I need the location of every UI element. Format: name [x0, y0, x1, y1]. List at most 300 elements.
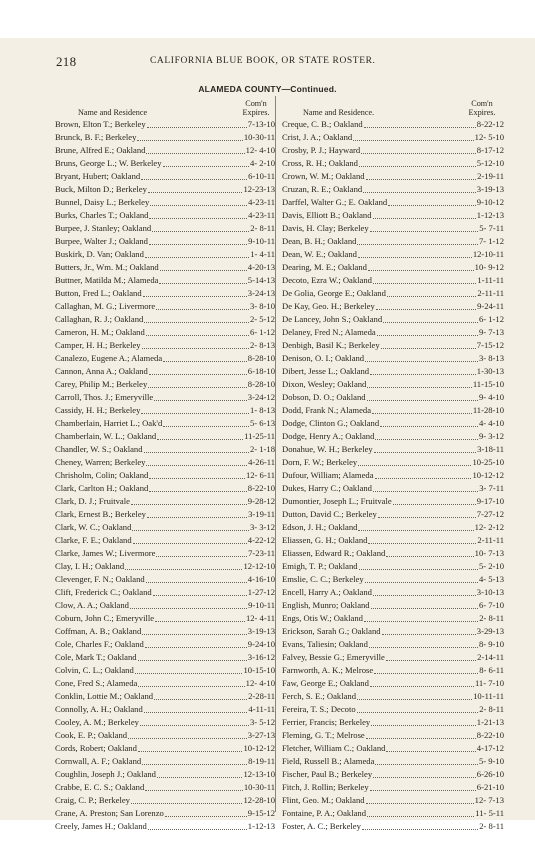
- entry-expiry-date: 4-23-11: [248, 210, 275, 220]
- roster-entry: [282, 573, 504, 586]
- right-date-header-line1: Com'n: [471, 99, 493, 108]
- entry-expiry-date: 9-15-12: [247, 808, 275, 818]
- roster-entry: [282, 586, 504, 599]
- roster-entry: [282, 482, 504, 495]
- entry-expiry-date: 2- 8-11: [479, 704, 504, 714]
- dot-leader: [370, 677, 474, 687]
- entry-name: Faw, George E.; Oakland: [282, 678, 369, 688]
- dot-leader: [147, 508, 247, 518]
- roster-entry: [55, 170, 275, 183]
- dot-leader: [142, 625, 247, 635]
- entry-name: De Lancey, John S.; Oakland: [282, 314, 383, 324]
- dot-leader: [153, 586, 247, 596]
- dot-leader: [365, 352, 478, 362]
- entry-name: Delaney, Fred N.; Alameda: [282, 327, 376, 337]
- entry-expiry-date: 1- 8-13: [249, 405, 275, 415]
- roster-entry: [282, 508, 504, 521]
- entry-expiry-date: 7-27-12: [476, 509, 504, 519]
- dot-leader: [144, 313, 249, 323]
- roster-entry: [282, 131, 504, 144]
- dot-leader: [163, 157, 249, 167]
- entry-expiry-date: 6-21-10: [476, 782, 504, 792]
- entry-expiry-date: 5- 2-10: [478, 561, 504, 571]
- entry-expiry-date: 2- 8-11: [250, 223, 275, 233]
- dot-leader: [146, 326, 249, 336]
- roster-entry: [282, 781, 504, 794]
- roster-entry: [55, 378, 275, 391]
- dot-leader: [370, 365, 476, 375]
- roster-entry: [282, 404, 504, 417]
- entry-name: Cameron, H. M.; Oakland: [55, 327, 145, 337]
- entry-name: Dibert, Jesse L.; Oakland: [282, 366, 370, 376]
- dot-leader: [143, 287, 247, 297]
- entry-name: Denison, O. I.; Oakland: [282, 353, 365, 363]
- roster-entry: [55, 651, 275, 664]
- dot-leader: [386, 547, 473, 557]
- roster-entry: [282, 300, 504, 313]
- entry-name: Cole, Mark T.; Oakland: [55, 652, 137, 662]
- entry-name: Craig, C. P.; Berkeley: [55, 795, 130, 805]
- entry-name: Eliassen, G. H.; Oakland: [282, 535, 368, 545]
- dot-leader: [137, 131, 242, 141]
- dot-leader: [142, 339, 249, 349]
- entry-name: Dumontier, Joseph L.; Fruitvale: [282, 496, 392, 506]
- dot-leader: [386, 742, 475, 752]
- entry-expiry-date: 4-26-11: [248, 457, 275, 467]
- dot-leader: [131, 495, 247, 505]
- entry-name: Darffel, Walter G.; E. Oakland: [282, 197, 388, 207]
- roster-entry: [282, 521, 504, 534]
- entry-expiry-date: 2- 8-11: [479, 821, 504, 831]
- entry-expiry-date: 12-12-10: [243, 561, 275, 571]
- dot-leader: [125, 560, 242, 570]
- entry-name: Fontaine, P. A.; Oakland: [282, 808, 367, 818]
- entry-name: Dean, B. H.; Oakland: [282, 236, 357, 246]
- entry-name: English, Munro; Oakland: [282, 600, 370, 610]
- entry-expiry-date: 3-10-13: [476, 587, 504, 597]
- entry-expiry-date: 7- 1-12: [478, 236, 504, 246]
- entry-name: Cruzan, R. E.; Oakland: [282, 184, 363, 194]
- roster-entry: [55, 339, 275, 352]
- left-date-header-line1: Com'n: [245, 99, 267, 108]
- dot-leader: [163, 352, 247, 362]
- dot-leader: [154, 690, 247, 700]
- entry-name: Cook, E. P.; Oakland: [55, 730, 128, 740]
- entry-expiry-date: 7-23-11: [248, 548, 275, 558]
- entry-expiry-date: 4-11-11: [248, 704, 275, 714]
- entry-expiry-date: 12- 6-11: [245, 470, 275, 480]
- entry-expiry-date: 4- 5-13: [478, 574, 504, 584]
- dot-leader: [375, 755, 478, 765]
- entry-name: Creque, C. B.; Oakland: [282, 119, 363, 129]
- entry-expiry-date: 11- 7-10: [474, 678, 504, 688]
- entry-expiry-date: 2-14-11: [477, 652, 504, 662]
- entry-name: Fereira, T. S.; Decoto: [282, 704, 356, 714]
- entry-expiry-date: 2- 1-18: [249, 444, 275, 454]
- entry-expiry-date: 2-19-11: [477, 171, 504, 181]
- roster-entry: [55, 638, 275, 651]
- entry-expiry-date: 9-10-12: [476, 197, 504, 207]
- entry-expiry-date: 8-22-10: [247, 483, 275, 493]
- dot-leader: [157, 430, 243, 440]
- entry-expiry-date: 1-30-13: [476, 366, 504, 376]
- roster-entry: [55, 131, 275, 144]
- dot-leader: [367, 807, 474, 817]
- dot-leader: [149, 365, 247, 375]
- roster-entry: [55, 612, 275, 625]
- entry-expiry-date: 8-17-12: [476, 145, 504, 155]
- dot-leader: [358, 521, 473, 531]
- roster-entry: [282, 196, 504, 209]
- entry-expiry-date: 3- 7-11: [479, 483, 504, 493]
- entry-name: Burks, Charles T.; Oakland: [55, 210, 149, 220]
- entry-expiry-date: 4-17-12: [476, 743, 504, 753]
- entry-name: Denbigh, Basil K.; Berkeley: [282, 340, 380, 350]
- dot-leader: [152, 222, 249, 232]
- roster-entry: [55, 560, 275, 573]
- roster-entry: [55, 417, 275, 430]
- entry-expiry-date: 8-28-10: [247, 353, 275, 363]
- entry-name: Colvin, C. L.; Oakland: [55, 665, 134, 675]
- roster-entry: [55, 768, 275, 781]
- dot-leader: [382, 625, 476, 635]
- entry-expiry-date: 12- 5-10: [474, 132, 504, 142]
- entry-expiry-date: 4-20-13: [247, 262, 275, 272]
- roster-entry: [282, 326, 504, 339]
- entry-name: Falvey, Bessie G.; Emeryville: [282, 652, 385, 662]
- dot-leader: [165, 807, 247, 817]
- roster-entry: [55, 521, 275, 534]
- entry-name: Dobson, D. O.; Oakland: [282, 392, 366, 402]
- roster-entry: [282, 638, 504, 651]
- dot-leader: [148, 378, 246, 388]
- dot-leader: [154, 391, 247, 401]
- entry-expiry-date: 6- 1-12: [249, 327, 275, 337]
- roster-entry: [282, 677, 504, 690]
- dot-leader: [381, 339, 476, 349]
- dot-leader: [140, 716, 249, 726]
- entry-expiry-date: 4- 2-10: [249, 158, 275, 168]
- entry-name: Cornwall, A. F.; Oakland: [55, 756, 142, 766]
- dot-leader: [366, 729, 476, 739]
- dot-leader: [361, 144, 476, 154]
- entry-name: Dutton, David C.; Berkeley: [282, 509, 377, 519]
- dot-leader: [388, 196, 476, 206]
- entry-name: Burpee, Walter J.; Oakland: [55, 236, 148, 246]
- entry-expiry-date: 8-22-12: [476, 119, 504, 129]
- roster-entry: [282, 222, 504, 235]
- roster-entry: [282, 469, 504, 482]
- roster-entry: [282, 391, 504, 404]
- dot-leader: [159, 274, 246, 284]
- roster-entry: [55, 664, 275, 677]
- dot-leader: [146, 456, 247, 466]
- entry-expiry-date: 9- 3-12: [478, 431, 504, 441]
- roster-entry: [55, 326, 275, 339]
- dot-leader: [145, 248, 249, 258]
- entry-name: Coffman, A. B.; Oakland: [55, 626, 142, 636]
- roster-entry: [55, 183, 275, 196]
- dot-leader: [142, 755, 247, 765]
- dot-leader: [371, 599, 478, 609]
- roster-entry: [55, 807, 275, 820]
- entry-name: Clark, Ernest B.; Berkeley: [55, 509, 146, 519]
- roster-entry: [55, 157, 275, 170]
- entry-name: Creely, James H.; Oakland: [55, 821, 147, 831]
- dot-leader: [359, 157, 476, 167]
- dot-leader: [150, 196, 247, 206]
- dot-leader: [146, 573, 247, 583]
- roster-entry: [55, 820, 275, 833]
- entry-expiry-date: 12- 4-10: [245, 145, 275, 155]
- entry-expiry-date: 3-19-13: [247, 626, 275, 636]
- roster-entry: [55, 534, 275, 547]
- roster-entry: [282, 755, 504, 768]
- entry-expiry-date: 2- 5-12: [249, 314, 275, 324]
- entry-name: De Kay, Geo. H.; Berkeley: [282, 301, 375, 311]
- entry-expiry-date: 1-21-13: [476, 717, 504, 727]
- entry-name: Dodge, Henry A.; Oakland: [282, 431, 375, 441]
- entry-name: Clarke, F. E.; Oakland: [55, 535, 132, 545]
- entry-expiry-date: 10-12-12: [472, 470, 504, 480]
- entry-expiry-date: 3- 8-10: [249, 301, 275, 311]
- entry-name: Chrisholm, Colin; Oakland: [55, 470, 149, 480]
- entry-name: Clay, I. H.; Oakland: [55, 561, 125, 571]
- entry-expiry-date: 1-12-13: [476, 210, 504, 220]
- roster-entry: [55, 248, 275, 261]
- dot-leader: [146, 144, 244, 154]
- entry-name: Crist, J. A.; Oakland: [282, 132, 353, 142]
- roster-entry: [55, 274, 275, 287]
- roster-entry: [282, 274, 504, 287]
- entry-name: Cross, R. H.; Oakland: [282, 158, 358, 168]
- dot-leader: [145, 638, 247, 648]
- roster-entry: [282, 495, 504, 508]
- dot-leader: [364, 612, 478, 622]
- dot-leader: [373, 274, 476, 284]
- entry-expiry-date: 3-24-12: [247, 392, 275, 402]
- roster-entry: [282, 352, 504, 365]
- roster-entry: [282, 729, 504, 742]
- entry-expiry-date: 9-28-12: [247, 496, 275, 506]
- left-date-header-line2: Expires.: [242, 108, 270, 117]
- section-title: ALAMEDA COUNTY—Continued.: [198, 84, 337, 94]
- entry-expiry-date: 3-29-13: [476, 626, 504, 636]
- entry-expiry-date: 6-18-10: [247, 366, 275, 376]
- left-name-header: Name and Residence: [78, 108, 148, 117]
- entry-name: Decoto, Ezra W.; Oakland: [282, 275, 372, 285]
- entry-name: Eliassen, Edward R.; Oakland: [282, 548, 386, 558]
- dot-leader: [373, 768, 476, 778]
- dot-leader: [130, 599, 247, 609]
- dot-leader: [141, 170, 247, 180]
- roster-entry: [282, 612, 504, 625]
- dot-leader: [374, 664, 478, 674]
- entry-name: Erickson, Sarah G.; Oakland: [282, 626, 381, 636]
- entry-expiry-date: 10-15-10: [243, 665, 275, 675]
- entry-name: Brune, Alfred E.; Oakland: [55, 145, 146, 155]
- dot-leader: [157, 768, 243, 778]
- roster-entry: [55, 222, 275, 235]
- entry-expiry-date: 12- 7-13: [474, 795, 504, 805]
- dot-leader: [371, 716, 476, 726]
- entry-name: Fletcher, William C.; Oakland: [282, 743, 386, 753]
- entry-expiry-date: 12- 4-11: [245, 613, 275, 623]
- entry-expiry-date: 2- 8-11: [479, 613, 504, 623]
- entry-name: Callaghan, M. G.; Livermore: [55, 301, 156, 311]
- right-date-header-line2: Expires.: [468, 108, 496, 117]
- roster-entry: [55, 508, 275, 521]
- roster-entry: [282, 820, 504, 833]
- entry-expiry-date: 7-13-10: [247, 119, 275, 129]
- roster-entry: [55, 118, 275, 131]
- roster-entry: [55, 456, 275, 469]
- roster-entry: [282, 742, 504, 755]
- dot-leader: [364, 118, 476, 128]
- entry-expiry-date: 2-11-11: [477, 535, 504, 545]
- dot-leader: [145, 781, 243, 791]
- entry-expiry-date: 6- 7-10: [478, 600, 504, 610]
- entry-expiry-date: 2-28-11: [248, 691, 275, 701]
- entry-expiry-date: 10-11-11: [473, 691, 504, 701]
- entry-name: Clift, Frederick C.; Oakland: [55, 587, 152, 597]
- entry-expiry-date: 10- 9-12: [474, 262, 504, 272]
- entry-expiry-date: 3- 5-12: [249, 717, 275, 727]
- entry-expiry-date: 5- 9-10: [478, 756, 504, 766]
- entry-name: Cannon, Anna A.; Oakland: [55, 366, 148, 376]
- dot-leader: [357, 235, 477, 245]
- entry-expiry-date: 9-24-10: [247, 639, 275, 649]
- dot-leader: [362, 820, 478, 830]
- entry-name: Cole, Charles F.; Oakland: [55, 639, 144, 649]
- entry-expiry-date: 11-28-10: [472, 405, 504, 415]
- roster-entry: [55, 443, 275, 456]
- dot-leader: [131, 794, 243, 804]
- entry-name: Brown, Elton T.; Berkeley: [55, 119, 146, 129]
- entry-name: Flint, Geo. M.; Oakland: [282, 795, 365, 805]
- entry-name: Button, Fred L.; Oakland: [55, 288, 142, 298]
- roster-entry: [282, 690, 504, 703]
- dot-leader: [357, 703, 479, 713]
- dot-leader: [386, 651, 476, 661]
- roster-entry: [282, 235, 504, 248]
- dot-leader: [367, 378, 471, 388]
- entry-name: Clark, W. C.; Oakland: [55, 522, 132, 532]
- dot-leader: [375, 469, 472, 479]
- roster-entry: [55, 261, 275, 274]
- entry-name: Conklin, Lottie M.; Oakland: [55, 691, 154, 701]
- entry-name: Dodge, Clinton G.; Oakland: [282, 418, 380, 428]
- dot-leader: [366, 794, 474, 804]
- entry-name: Ferrier, Francis; Berkeley: [282, 717, 371, 727]
- roster-entry: [282, 625, 504, 638]
- roster-entry: [55, 482, 275, 495]
- entry-expiry-date: 3-18-11: [477, 444, 504, 454]
- entry-expiry-date: 2- 8-13: [249, 340, 275, 350]
- roster-entry: [55, 430, 275, 443]
- entry-name: Dixon, Wesley; Oakland: [282, 379, 367, 389]
- entry-expiry-date: 1-12-13: [247, 821, 275, 831]
- entry-expiry-date: 12-10-11: [472, 249, 504, 259]
- roster-entry: [282, 339, 504, 352]
- entry-expiry-date: 3-19-11: [248, 509, 275, 519]
- entry-name: Coughlin, Joseph J.; Oakland: [55, 769, 156, 779]
- entry-expiry-date: 4-22-12: [247, 535, 275, 545]
- dot-leader: [377, 326, 478, 336]
- dot-leader: [149, 209, 247, 219]
- entry-name: Butters, Jr., Wm. M.; Oakland: [55, 262, 159, 272]
- roster-entry: [282, 456, 504, 469]
- dot-leader: [141, 404, 249, 414]
- roster-entry: [55, 352, 275, 365]
- entry-expiry-date: 9-24-11: [477, 301, 504, 311]
- dot-leader: [387, 287, 477, 297]
- roster-entry: [282, 287, 504, 300]
- roster-entry: [55, 300, 275, 313]
- roster-entry: [55, 703, 275, 716]
- entry-expiry-date: 1-11-11: [477, 275, 504, 285]
- entry-name: Carroll, Thos. J.; Emeryville: [55, 392, 154, 402]
- entry-expiry-date: 12-23-13: [243, 184, 275, 194]
- roster-entry: [282, 794, 504, 807]
- entry-expiry-date: 8-19-11: [248, 756, 275, 766]
- roster-entry: [282, 560, 504, 573]
- entry-name: Evans, Taliesin; Oakland: [282, 639, 368, 649]
- right-column-list: [282, 118, 504, 833]
- roster-entry: [55, 404, 275, 417]
- roster-entry: [55, 391, 275, 404]
- roster-entry: [282, 664, 504, 677]
- dot-leader: [147, 118, 247, 128]
- roster-entry: [282, 378, 504, 391]
- entry-name: Encell, Harry A.; Oakland: [282, 587, 372, 597]
- roster-entry: [282, 547, 504, 560]
- dot-leader: [365, 573, 478, 583]
- entry-expiry-date: 1-27-12: [247, 587, 275, 597]
- entry-expiry-date: 5- 7-11: [479, 223, 504, 233]
- entry-name: Dorn, F. W.; Berkeley: [282, 457, 358, 467]
- entry-name: Cassidy, H. H.; Berkeley: [55, 405, 141, 415]
- dot-leader: [156, 547, 247, 557]
- left-date-header: [238, 99, 274, 117]
- entry-expiry-date: 8-22-10: [476, 730, 504, 740]
- entry-expiry-date: 6-10-11: [248, 171, 275, 181]
- entry-name: Cone, Fred S.; Alameda: [55, 678, 138, 688]
- dot-leader: [373, 586, 476, 596]
- entry-name: Dodd, Frank N.; Alameda: [282, 405, 372, 415]
- roster-entry: [282, 183, 504, 196]
- roster-entry: [55, 690, 275, 703]
- entry-name: Fleming, G. T.; Melrose: [282, 730, 365, 740]
- dot-leader: [149, 235, 247, 245]
- dot-leader: [357, 690, 472, 700]
- roster-entry: [282, 118, 504, 131]
- column-divider: [275, 96, 276, 812]
- entry-name: Crane, A. Preston; San Lorenzo: [55, 808, 164, 818]
- entry-name: Crosby, P. J.; Hayward: [282, 145, 361, 155]
- entry-name: Bunnel, Daisy L.; Berkeley: [55, 197, 150, 207]
- roster-entry: [282, 430, 504, 443]
- dot-leader: [156, 300, 249, 310]
- dot-leader: [370, 222, 479, 232]
- dot-leader: [135, 664, 243, 674]
- roster-entry: [282, 768, 504, 781]
- entry-expiry-date: 9- 7-13: [478, 327, 504, 337]
- entry-name: Farnworth, A. K.; Melrose: [282, 665, 374, 675]
- entry-name: Dean, W. E.; Oakland: [282, 249, 357, 259]
- entry-expiry-date: 8-28-10: [247, 379, 275, 389]
- roster-entry: [55, 586, 275, 599]
